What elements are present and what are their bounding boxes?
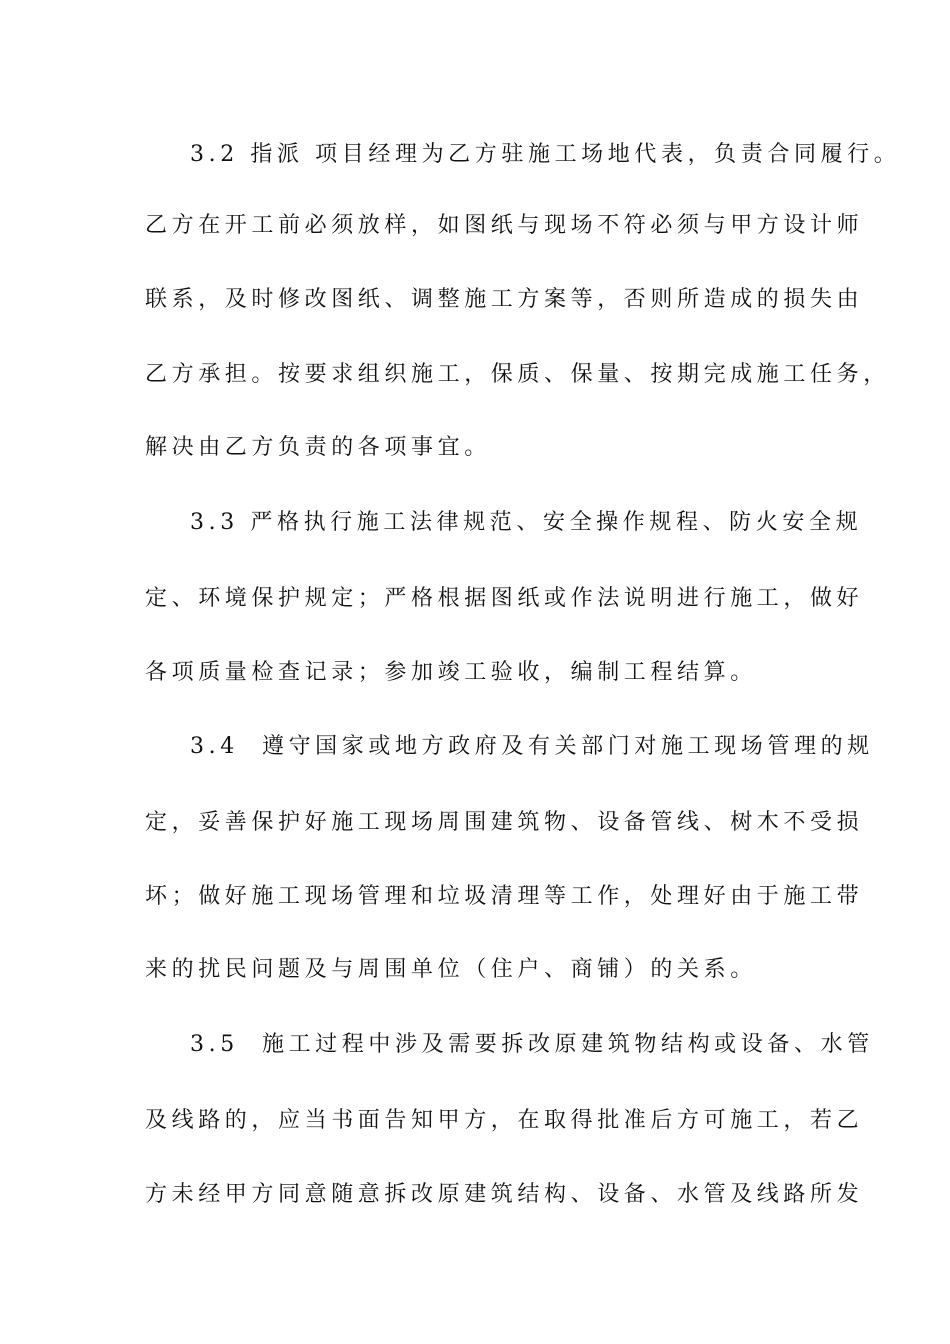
paragraph-3-3-line-1: 3.3 严格执行施工法律规范、安全操作规程、防火安全规 [190, 510, 863, 535]
paragraph-3-4-line-1: 3.4 遵守国家或地方政府及有关部门对施工现场管理的规 [190, 734, 874, 759]
paragraph-3-2-line-2: 乙方在开工前必须放样，如图纸与现场不符必须与甲方设计师 [145, 213, 864, 238]
paragraph-3-4-line-3: 坏；做好施工现场管理和垃圾清理等工作，处理好由于施工带 [145, 884, 864, 909]
paragraph-3-2-line-3: 联系，及时修改图纸、调整施工方案等，否则所造成的损失由 [145, 287, 864, 312]
paragraph-3-2-line-5: 解决由乙方负责的各项事宜。 [145, 435, 491, 460]
paragraph-3-5-line-2: 及线路的，应当书面告知甲方，在取得批准后方可施工，若乙 [145, 1108, 864, 1133]
paragraph-3-2-line-1: 3.2 指派 项目经理为乙方驻施工场地代表，负责合同履行。 [190, 142, 901, 167]
paragraph-3-4-line-4: 来的扰民问题及与周围单位（住户、商铺）的关系。 [145, 957, 757, 982]
paragraph-3-5-line-3: 方未经甲方同意随意拆改原建筑结构、设备、水管及线路所发 [145, 1182, 864, 1207]
paragraph-3-5-line-1: 3.5 施工过程中涉及需要拆改原建筑物结构或设备、水管 [190, 1032, 874, 1057]
paragraph-3-3-line-2: 定、环境保护规定；严格根据图纸或作法说明进行施工，做好 [145, 586, 864, 611]
paragraph-3-2-line-4: 乙方承担。按要求组织施工，保质、保量、按期完成施工任务， [145, 362, 890, 387]
paragraph-3-3-line-3: 各项质量检查记录；参加竣工验收，编制工程结算。 [145, 660, 757, 685]
paragraph-3-4-line-2: 定，妥善保护好施工现场周围建筑物、设备管线、树木不受损 [145, 810, 864, 835]
